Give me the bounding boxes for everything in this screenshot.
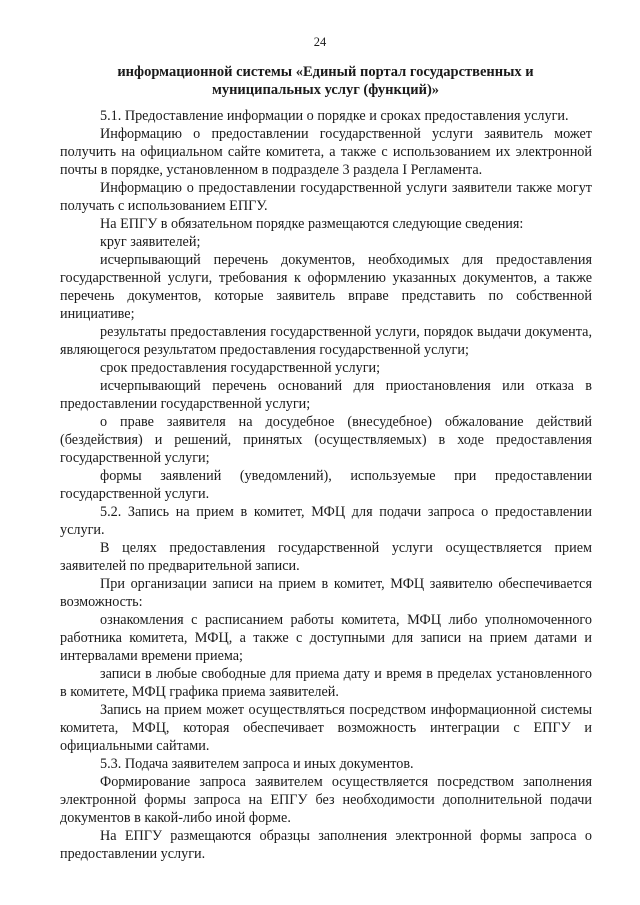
paragraph: формы заявлений (уведомлений), используемые при предоставлении государственной услуги. [60,468,592,502]
paragraph: круг заявителей; [100,234,201,250]
paragraph: результаты предоставления государственной услуги, порядок выдачи документа, являющегося результатом предоставления государственной услуги; [60,324,592,358]
paragraph: На ЕПГУ в обязательном порядке размещаются следующие сведения: [100,216,524,232]
document-body [60,107,592,863]
paragraph: ознакомления с расписанием работы комитета, МФЦ либо уполномоченного работника комитета, МФЦ, а также с доступными для записи на прием датами и интервалами времени приема; [60,612,592,664]
section-heading [60,64,591,99]
paragraph: При организации записи на прием в комитет, МФЦ заявителю обеспечивается возможность: [60,576,592,610]
paragraph: 5.3. Подача заявителем запроса и иных документов. [100,756,414,772]
section-heading-line: информационной системы «Единый портал государственных и [117,64,534,80]
paragraph: Формирование запроса заявителем осуществляется посредством заполнения электронной формы запроса на ЕПГУ без необходимости дополнительной подачи документов в какой-либо иной форме. [60,774,592,826]
paragraph: исчерпывающий перечень оснований для приостановления или отказа в предоставлении государственной услуги; [60,378,592,412]
paragraph: В целях предоставления государственной услуги осуществляется прием заявителей по предварительной записи. [60,540,592,574]
page-number: 24 [313,35,327,49]
paragraph: исчерпывающий перечень документов, необходимых для предоставления государственной услуги, требования к оформлению указанных документов, а также перечень документов, которые заявитель вправе представить по собственной инициативе; [60,252,592,322]
paragraph: Запись на прием может осуществляться посредством информационной системы комитета, МФЦ, которая обеспечивает возможность интеграции с ЕПГУ и официальными сайтами. [60,702,592,754]
paragraph: срок предоставления государственной услуги; [100,360,381,376]
paragraph: 5.2. Запись на прием в комитет, МФЦ для подачи запроса о предоставлении услуги. [60,504,592,538]
paragraph: 5.1. Предоставление информации о порядке и сроках предоставления услуги. [100,108,569,124]
paragraph: о праве заявителя на досудебное (внесудебное) обжалование действий (бездействия) и решений, принятых (осуществляемых) в ходе предоставления государственной услуги; [60,414,592,466]
paragraph: записи в любые свободные для приема дату и время в пределах установленного в комитете, МФЦ графика приема заявителей. [60,666,592,700]
paragraph: На ЕПГУ размещаются образцы заполнения электронной формы запроса о предоставлении услуги. [60,828,592,862]
paragraph: Информацию о предоставлении государственной услуги заявитель может получить на официальном сайте комитета, а также с использованием их электронной почты в порядке, установленном в подразделе 3 раздела I Регламента. [60,126,592,178]
section-heading-line: муниципальных услуг (функций)» [211,81,440,98]
paragraph: Информацию о предоставлении государственной услуги заявители также могут получать с использованием ЕПГУ. [60,180,592,214]
